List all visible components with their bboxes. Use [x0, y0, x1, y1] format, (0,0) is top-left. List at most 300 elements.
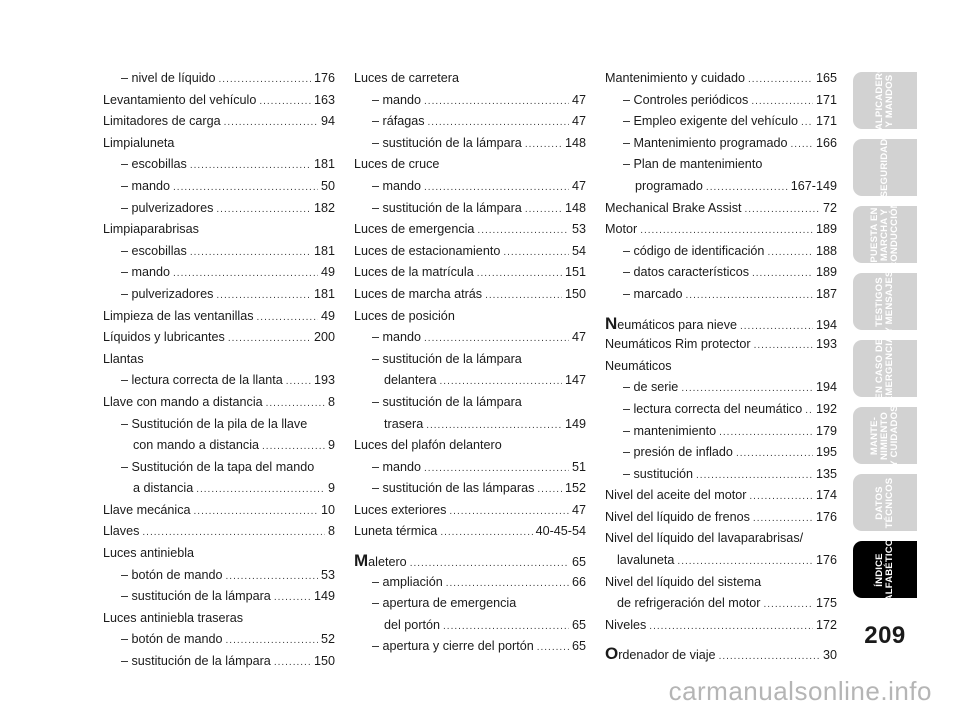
entry-title: Niveles	[605, 617, 647, 632]
entry-title: – apertura de emergencia	[372, 596, 517, 611]
entry-title: – datos característicos	[623, 265, 749, 280]
entry-title: Maletero	[354, 551, 407, 571]
entry-title: Llantas	[103, 351, 144, 366]
dot-leader	[226, 566, 318, 588]
entry-title: Luces antiniebla traseras	[103, 610, 244, 625]
section-tab[interactable]	[853, 335, 917, 402]
dot-leader	[173, 263, 318, 285]
entry-title: Limpieza de las ventanillas	[103, 308, 254, 323]
entry-title: a distancia	[133, 481, 194, 496]
index-entry	[354, 90, 586, 112]
entry-title: Luces de cruce	[354, 157, 440, 172]
page-reference: 51	[571, 459, 586, 474]
index-entry	[354, 478, 586, 500]
dot-leader	[706, 177, 788, 199]
index-entry	[605, 313, 837, 335]
entry-title: Llaves	[103, 524, 140, 539]
page-reference: 135	[815, 466, 837, 481]
dot-leader	[805, 400, 813, 422]
index-entry	[103, 68, 335, 90]
index-entry	[103, 133, 335, 155]
entry-title: – nivel de líquido	[121, 71, 216, 85]
index-entry	[103, 565, 335, 587]
index-entry	[354, 414, 586, 436]
page-reference: 189	[815, 265, 837, 280]
dot-leader	[736, 443, 813, 465]
page-reference: 181	[313, 286, 335, 301]
page-reference: 65	[571, 555, 586, 570]
dot-leader	[216, 199, 311, 221]
dot-leader	[424, 91, 569, 113]
index-entry	[354, 370, 586, 392]
index-column-2	[354, 68, 586, 658]
entry-title: – sustitución de la lámpara	[372, 200, 522, 215]
entry-title: – mando	[121, 178, 171, 193]
dot-leader	[219, 69, 311, 91]
section-tab[interactable]	[853, 200, 917, 269]
entry-title: Luces antiniebla	[103, 546, 195, 561]
section-tab-label: SALPICADERO Y MANDOS	[874, 64, 895, 137]
page-reference: 8	[327, 524, 335, 539]
index-entry	[103, 154, 335, 176]
index-entry	[354, 284, 586, 306]
entry-title: – mantenimiento	[623, 423, 717, 438]
index-entry	[354, 241, 586, 263]
entry-title: trasera	[384, 416, 424, 431]
dot-leader	[424, 458, 569, 480]
entry-title: Nivel del líquido del lavaparabrisas/	[605, 531, 804, 546]
page-reference: 200	[313, 330, 335, 345]
entry-title: Limpialuneta	[103, 135, 175, 150]
page-reference: 8	[327, 394, 335, 409]
page-reference: 47	[571, 330, 586, 345]
index-entry	[354, 198, 586, 220]
entry-title: del portón	[384, 617, 441, 632]
entry-title: – Plan de mantenimiento	[623, 157, 763, 172]
section-tab-label: EN CASO DE EMERGENCIA	[874, 335, 895, 402]
index-entry	[354, 572, 586, 594]
index-entry	[103, 111, 335, 133]
index-column-1	[103, 68, 335, 673]
page-reference: 194	[815, 317, 837, 332]
index-entry	[103, 521, 335, 543]
page-reference: 165	[815, 71, 837, 85]
dot-leader	[791, 134, 813, 156]
index-entry	[103, 392, 335, 414]
index-entry	[103, 219, 335, 241]
index-entry	[354, 262, 586, 284]
dot-leader	[753, 508, 813, 530]
index-entry	[605, 356, 837, 378]
index-entry	[103, 586, 335, 608]
entry-title: Motor	[605, 222, 638, 237]
page-reference: 194	[815, 380, 837, 395]
index-entry	[605, 68, 837, 90]
page-reference: 195	[815, 445, 837, 460]
entry-title: Llave con mando a distancia	[103, 394, 263, 409]
entry-title: – código de identificación	[623, 243, 765, 258]
entry-title: Luces de emergencia	[354, 222, 475, 237]
section-tab[interactable]	[853, 64, 917, 137]
index-column-3	[605, 68, 837, 665]
dot-leader	[440, 522, 532, 544]
index-entry	[103, 306, 335, 328]
dot-leader	[262, 436, 325, 458]
index-entry	[605, 262, 837, 284]
index-entry	[103, 327, 335, 349]
section-tab[interactable]	[853, 404, 917, 467]
dot-leader	[537, 479, 562, 501]
index-entry	[605, 198, 837, 220]
index-entry	[354, 521, 586, 543]
entry-title: – sustitución de las lámparas	[372, 481, 535, 496]
page-reference: 163	[313, 92, 335, 107]
page-reference: 192	[815, 401, 837, 416]
dot-leader	[767, 242, 813, 264]
page-reference: 179	[815, 423, 837, 438]
index-entry	[605, 615, 837, 637]
page-reference: 187	[815, 286, 837, 301]
index-entry	[605, 442, 837, 464]
dot-leader	[428, 112, 569, 134]
page-reference: 148	[564, 135, 586, 150]
section-tabs	[853, 64, 917, 608]
page-reference: 193	[313, 373, 335, 388]
index-entry	[103, 414, 335, 436]
dot-leader	[446, 573, 569, 595]
dot-leader	[525, 134, 562, 156]
index-entry	[103, 349, 335, 371]
index-entry	[354, 219, 586, 241]
dot-leader	[719, 646, 820, 668]
entry-title: Mechanical Brake Assist	[605, 200, 742, 215]
index-entry	[354, 349, 586, 371]
entry-title: – sustitución de la lámpara	[121, 589, 271, 604]
dot-leader	[748, 69, 813, 91]
entry-title: – mando	[372, 92, 422, 107]
entry-title: – presión de inflado	[623, 445, 733, 460]
page-reference: 54	[571, 243, 586, 258]
index-entry	[103, 370, 335, 392]
index-entry	[605, 133, 837, 155]
dot-leader	[266, 393, 325, 415]
entry-title: – lectura correcta del neumático	[623, 401, 803, 416]
index-entry	[103, 241, 335, 263]
entry-title: – botón de mando	[121, 567, 223, 582]
index-entry	[605, 399, 837, 421]
dot-leader	[477, 263, 562, 285]
dot-leader	[173, 177, 318, 199]
page-reference: 171	[815, 92, 837, 107]
entry-title: de refrigeración del motor	[617, 596, 761, 611]
page-number: 209	[864, 622, 906, 649]
index-entry	[103, 608, 335, 630]
page-reference: 149	[564, 416, 586, 431]
entry-title: lavaluneta	[617, 553, 675, 568]
entry-title: – ráfagas	[372, 114, 425, 129]
page-reference: 53	[320, 567, 335, 582]
page-reference: 175	[815, 596, 837, 611]
entry-title: Neumáticos Rim protector	[605, 337, 751, 352]
dot-leader	[424, 328, 569, 350]
index-entry	[354, 636, 586, 658]
index-entry	[605, 507, 837, 529]
dot-leader	[764, 594, 813, 616]
index-entry	[354, 500, 586, 522]
dot-leader	[640, 220, 813, 242]
index-entry	[605, 334, 837, 356]
section-tab[interactable]	[853, 474, 917, 531]
page-reference: 72	[822, 200, 837, 215]
dot-leader	[649, 616, 813, 638]
dot-leader	[259, 91, 311, 113]
dot-leader	[752, 263, 813, 285]
index-entry	[354, 457, 586, 479]
dot-leader	[681, 378, 813, 400]
dot-leader	[424, 177, 569, 199]
entry-title: – pulverizadores	[121, 200, 214, 215]
entry-title: Luces de carretera	[354, 71, 460, 85]
index-entry	[354, 615, 586, 637]
section-tab[interactable]	[853, 538, 917, 601]
dot-leader	[286, 371, 311, 393]
entry-title: Luces de posición	[354, 308, 455, 323]
entry-title: Limitadores de carga	[103, 114, 221, 129]
index-entry	[354, 550, 586, 572]
entry-title: – sustitución de la lámpara	[372, 351, 522, 366]
dot-leader	[194, 501, 318, 523]
dot-leader	[190, 242, 311, 264]
entry-title: – Mantenimiento programado	[623, 135, 788, 150]
entry-title: Ordenador de viaje	[605, 644, 716, 664]
entry-title: – pulverizadores	[121, 286, 214, 301]
index-entry	[605, 176, 837, 198]
index-entry	[605, 643, 837, 665]
entry-title: delantera	[384, 373, 437, 388]
index-entry	[605, 377, 837, 399]
section-tab-label: TESTIGOS Y MENSAJES	[874, 269, 895, 334]
entry-title: – Sustitución de la tapa del mando	[121, 459, 315, 474]
entry-title: Luneta térmica	[354, 524, 438, 539]
dot-leader	[196, 479, 325, 501]
index-entry	[103, 90, 335, 112]
entry-title: Limpiaparabrisas	[103, 222, 199, 237]
dot-leader	[477, 220, 569, 242]
entry-title: – mando	[372, 330, 422, 345]
page-reference: 181	[313, 157, 335, 172]
dot-leader	[190, 155, 311, 177]
entry-title: programado	[635, 178, 703, 193]
entry-title: Luces exteriores	[354, 502, 447, 517]
section-tab-label: ÍNDICE ALFABÉTICO	[874, 538, 895, 601]
section-tab-label: MANTE- NIMIENTO Y CUIDADOS	[869, 404, 900, 467]
index-entry	[605, 284, 837, 306]
dot-leader	[749, 486, 813, 508]
index-entry	[103, 457, 335, 479]
entry-title: – marcado	[623, 286, 683, 301]
index-entry	[605, 90, 837, 112]
page-reference: 181	[313, 243, 335, 258]
page-reference: 182	[313, 200, 335, 215]
page-reference: 167-149	[790, 178, 837, 193]
dot-leader	[745, 199, 820, 221]
index-entry	[605, 241, 837, 263]
page-reference: 49	[320, 308, 335, 323]
dot-leader	[719, 422, 813, 444]
index-entry	[103, 435, 335, 457]
page-reference: 94	[320, 114, 335, 129]
entry-title: Mantenimiento y cuidado	[605, 71, 746, 85]
dot-leader	[426, 415, 562, 437]
entry-title: Luces de marcha atrás	[354, 286, 483, 301]
entry-title: – apertura y cierre del portón	[372, 639, 534, 654]
entry-title: – mando	[121, 265, 171, 280]
page-reference: 176	[313, 71, 335, 85]
entry-title: Luces de la matrícula	[354, 265, 474, 280]
dot-leader	[503, 242, 569, 264]
page-reference: 150	[313, 654, 335, 669]
page-reference: 47	[571, 502, 586, 517]
dot-leader	[228, 328, 311, 350]
entry-title: – escobillas	[121, 243, 187, 258]
page-reference: 40-45-54	[535, 524, 586, 539]
page-reference: 9	[327, 481, 335, 496]
page-reference: 176	[815, 553, 837, 568]
index-entry	[354, 392, 586, 414]
entry-title: – Empleo exigente del vehículo	[623, 114, 799, 129]
dot-leader	[686, 285, 813, 307]
page-reference: 166	[815, 135, 837, 150]
entry-title: – sustitución	[623, 466, 694, 481]
index-entry	[103, 176, 335, 198]
entry-title: – Sustitución de la pila de la llave	[121, 416, 308, 431]
entry-title: – de serie	[623, 380, 679, 395]
page-reference: 176	[815, 509, 837, 524]
index-entry	[354, 133, 586, 155]
entry-title: con mando a distancia	[133, 438, 260, 453]
page-reference: 47	[571, 178, 586, 193]
dot-leader	[274, 587, 311, 609]
dot-leader	[449, 501, 569, 523]
index-entry	[605, 111, 837, 133]
index-entry	[605, 528, 837, 550]
entry-title: – Controles periódicos	[623, 92, 749, 107]
page-reference: 152	[564, 481, 586, 496]
index-entry	[605, 593, 837, 615]
index-entry	[354, 111, 586, 133]
page-reference: 50	[320, 178, 335, 193]
index-entry	[605, 572, 837, 594]
dot-leader	[274, 652, 311, 674]
section-tab[interactable]	[853, 269, 917, 334]
entry-title: – botón de mando	[121, 632, 223, 647]
section-tab[interactable]	[853, 139, 917, 196]
index-entry	[103, 651, 335, 673]
page-reference: 52	[320, 632, 335, 647]
page-reference: 188	[815, 243, 837, 258]
entry-title: Levantamiento del vehículo	[103, 92, 257, 107]
page-reference: 53	[571, 222, 586, 237]
entry-title: Luces del plafón delantero	[354, 438, 502, 453]
page-reference: 10	[320, 502, 335, 517]
index-entry	[354, 327, 586, 349]
dot-leader	[801, 112, 813, 134]
dot-leader	[257, 307, 318, 329]
dot-leader	[485, 285, 562, 307]
page-reference: 151	[564, 265, 586, 280]
entry-title: Nivel del aceite del motor	[605, 488, 747, 503]
entry-title: Luces de estacionamiento	[354, 243, 501, 258]
entry-title: – sustitución de la lámpara	[372, 135, 522, 150]
index-entry	[103, 629, 335, 651]
dot-leader	[696, 465, 813, 487]
dot-leader	[216, 285, 311, 307]
index-entry	[605, 550, 837, 572]
page-reference: 150	[564, 286, 586, 301]
dot-leader	[677, 551, 813, 573]
index-entry	[354, 176, 586, 198]
page-reference: 65	[571, 617, 586, 632]
dot-leader	[751, 91, 813, 113]
page-reference: 193	[815, 337, 837, 352]
section-tab-label: SEGURIDAD	[879, 138, 890, 197]
page-reference: 47	[571, 92, 586, 107]
entry-title: Nivel del líquido del sistema	[605, 574, 762, 589]
dot-leader	[754, 335, 813, 357]
entry-title: Llave mecánica	[103, 502, 191, 517]
index-entry	[354, 306, 586, 328]
page-reference: 30	[822, 648, 837, 663]
dot-leader	[142, 522, 325, 544]
index-entry	[103, 284, 335, 306]
entry-title: Neumáticos para nieve	[605, 313, 737, 333]
page-reference: 65	[571, 639, 586, 654]
dot-leader	[443, 616, 569, 638]
page-reference: 171	[815, 114, 837, 129]
page-reference: 49	[320, 265, 335, 280]
dot-leader	[226, 630, 318, 652]
page-reference: 9	[327, 438, 335, 453]
dot-leader	[740, 316, 813, 338]
watermark: carmanualsonline.info	[668, 676, 932, 706]
entry-title: Nivel del líquido de frenos	[605, 509, 750, 524]
index-entry	[605, 464, 837, 486]
index-entry	[605, 219, 837, 241]
index-entry	[605, 154, 837, 176]
entry-title: – mando	[372, 178, 422, 193]
index-entry	[103, 478, 335, 500]
entry-title: – mando	[372, 459, 422, 474]
page-reference: 189	[815, 222, 837, 237]
dot-leader	[525, 199, 562, 221]
entry-title: – escobillas	[121, 157, 187, 172]
index-entry	[354, 593, 586, 615]
entry-title: Neumáticos	[605, 358, 672, 373]
index-entry	[354, 435, 586, 457]
index-entry	[103, 500, 335, 522]
index-entry	[605, 421, 837, 443]
entry-title: Líquidos y lubricantes	[103, 330, 225, 345]
section-tab-label: PUESTA EN MARCHA Y CONDUCCIÓN	[869, 200, 900, 269]
page-reference: 66	[571, 574, 586, 589]
section-tab-label: DATOS TÉCNICOS	[874, 477, 895, 528]
page-reference: 149	[313, 589, 335, 604]
dot-leader	[224, 112, 318, 134]
index-entry	[605, 485, 837, 507]
index-entry	[103, 262, 335, 284]
entry-title: – sustitución de la lámpara	[121, 654, 271, 669]
dot-leader	[537, 637, 569, 659]
